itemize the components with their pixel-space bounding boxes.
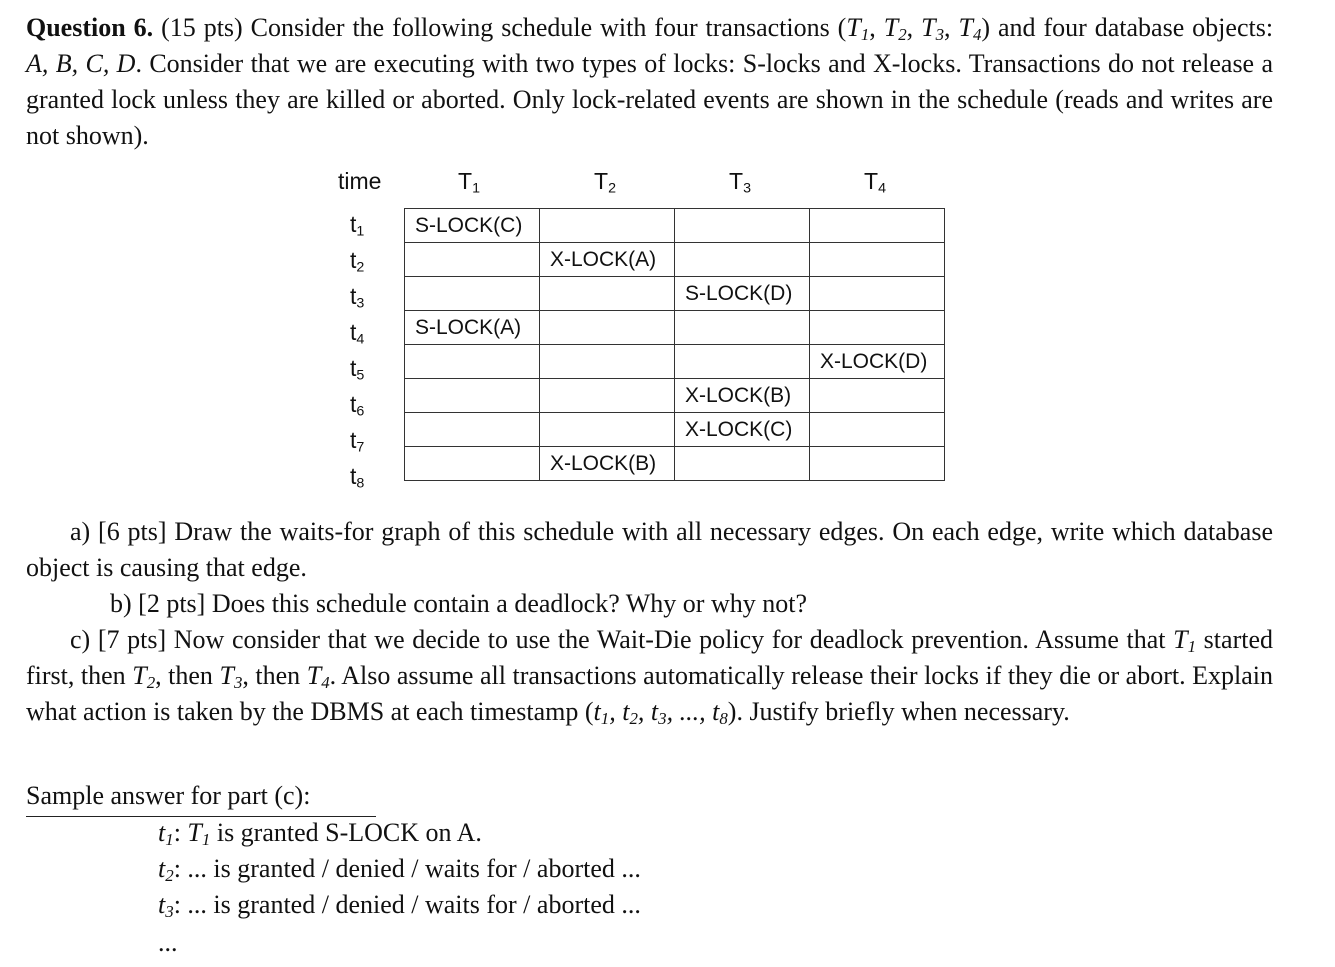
table-cell <box>810 379 945 413</box>
time-label-t6: $t_6$ <box>350 391 365 420</box>
part-c-tx-T1: $T_1$ <box>1173 625 1197 657</box>
table-cell: X-LOCK(D) <box>810 345 945 379</box>
table-cell <box>405 345 540 379</box>
part-c-times: $t_1$, $t_2$, $t_3$, ..., $t_8$ <box>593 697 728 729</box>
part-c-text-2: started first, then <box>26 625 1273 690</box>
table-cell <box>540 209 675 243</box>
table-cell <box>540 277 675 311</box>
time-label-t8: $t_8$ <box>350 463 365 492</box>
question-label: Question 6. <box>26 13 154 42</box>
table-cell <box>810 277 945 311</box>
sample-line-1: $t_1$: $T_1$ is granted S-LOCK on A. <box>158 818 482 850</box>
table-cell <box>675 209 810 243</box>
part-c-text-3: , then <box>155 661 220 690</box>
col-header-t3: $T_3$ <box>729 168 751 197</box>
part-c-tx-T4: $T_4$ <box>306 661 330 693</box>
table-cell <box>675 345 810 379</box>
schedule-grid <box>404 208 945 481</box>
schedule-table <box>330 165 970 505</box>
part-c-text-4: , then <box>242 661 307 690</box>
table-row <box>405 379 945 413</box>
table-row <box>405 311 945 345</box>
table-cell <box>540 345 675 379</box>
sample-line-3: $t_3$: ... is granted / denied / waits for / aborted ... <box>158 890 641 922</box>
time-label-t1: $t_1$ <box>350 211 365 240</box>
table-cell: X-LOCK(C) <box>675 413 810 447</box>
intro-text-1: (15 pts) Consider the following schedule with four transactions ( <box>161 13 847 42</box>
tx-T2: $T_2$ <box>883 13 907 45</box>
table-cell <box>810 311 945 345</box>
part-c-text-6: ). Justify briefly when necessary. <box>727 697 1070 726</box>
part-c-tx-T3: $T_3$ <box>219 661 243 693</box>
time-label-t3: $t_3$ <box>350 283 365 312</box>
col-header-t1: $T_1$ <box>458 168 480 197</box>
table-cell <box>540 413 675 447</box>
question-intro: Question 6. (15 pts) Consider the following schedule with four transactions ($T_1$, $T_2$, $T_3$, $T_4$) and four database objects: A, B, C, D. Consider that we are executing with two types of locks: S-locks and X-locks. Transactions do not release a granted lock unless they are killed or aborted. Only lock-related events are shown in the schedule (reads and writes are not shown). <box>26 13 1274 150</box>
table-cell: X-LOCK(B) <box>675 379 810 413</box>
table-cell: S-LOCK(D) <box>675 277 810 311</box>
time-label-t5: $t_5$ <box>350 355 365 384</box>
time-label-t4: $t_4$ <box>350 319 365 348</box>
table-cell <box>405 447 540 481</box>
table-cell <box>405 277 540 311</box>
tx-T1: $T_1$ <box>846 13 870 45</box>
table-cell <box>810 413 945 447</box>
time-label-t7: $t_7$ <box>350 427 365 456</box>
table-row <box>405 413 945 447</box>
sample-line-2: $t_2$: ... is granted / denied / waits for / aborted ... <box>158 854 641 886</box>
part-c-tx-T2: $T_2$ <box>132 661 156 693</box>
col-header-t4: $T_4$ <box>864 168 886 197</box>
table-row <box>405 345 945 379</box>
table-cell <box>675 243 810 277</box>
table-cell: X-LOCK(A) <box>540 243 675 277</box>
table-cell: S-LOCK(A) <box>405 311 540 345</box>
part-c-text-1: c) [7 pts] Now consider that we decide to use the Wait-Die policy for deadlock prevention. Assume that <box>70 625 1174 654</box>
table-cell <box>810 243 945 277</box>
sample-ellipsis: ... <box>158 928 178 957</box>
table-cell <box>405 413 540 447</box>
table-row <box>405 277 945 311</box>
part-c-text-5: . Also assume all transactions automatically release their locks if they die or abort. Explain what action is taken by the DBMS at each timestamp ( <box>26 661 1274 726</box>
part-c <box>26 622 1273 730</box>
intro-text-3: . Consider that we are executing with two types of locks: S-locks and X-locks. Transactions do not release a granted lock unless they are killed or aborted. Only lock-related events are shown in the schedule (reads and writes are not shown). <box>26 49 1273 150</box>
sample-heading: Sample answer for part (c): <box>26 781 311 810</box>
tx-T4: $T_4$ <box>958 13 982 45</box>
part-a: a) [6 pts] Draw the waits-for graph of this schedule with all necessary edges. On each edge, write which database object is causing that edge. <box>26 517 1273 582</box>
table-cell <box>405 379 540 413</box>
table-cell <box>405 243 540 277</box>
table-cell <box>540 379 675 413</box>
table-cell <box>540 311 675 345</box>
col-header-t2: $T_2$ <box>594 168 616 197</box>
objects-list: A, B, C, D <box>26 49 136 78</box>
time-header: time <box>338 168 382 194</box>
table-row <box>405 447 945 481</box>
table-row <box>405 209 945 243</box>
table-cell <box>675 311 810 345</box>
table-cell: X-LOCK(B) <box>540 447 675 481</box>
part-b: b) [2 pts] Does this schedule contain a deadlock? Why or why not? <box>110 589 807 618</box>
table-cell: S-LOCK(C) <box>405 209 540 243</box>
time-label-t2: $t_2$ <box>350 247 365 276</box>
table-cell <box>675 447 810 481</box>
table-row <box>405 243 945 277</box>
tx-T3: $T_3$ <box>921 13 945 45</box>
intro-text-2: ) and four database objects: <box>981 13 1274 42</box>
table-cell <box>810 209 945 243</box>
table-cell <box>810 447 945 481</box>
